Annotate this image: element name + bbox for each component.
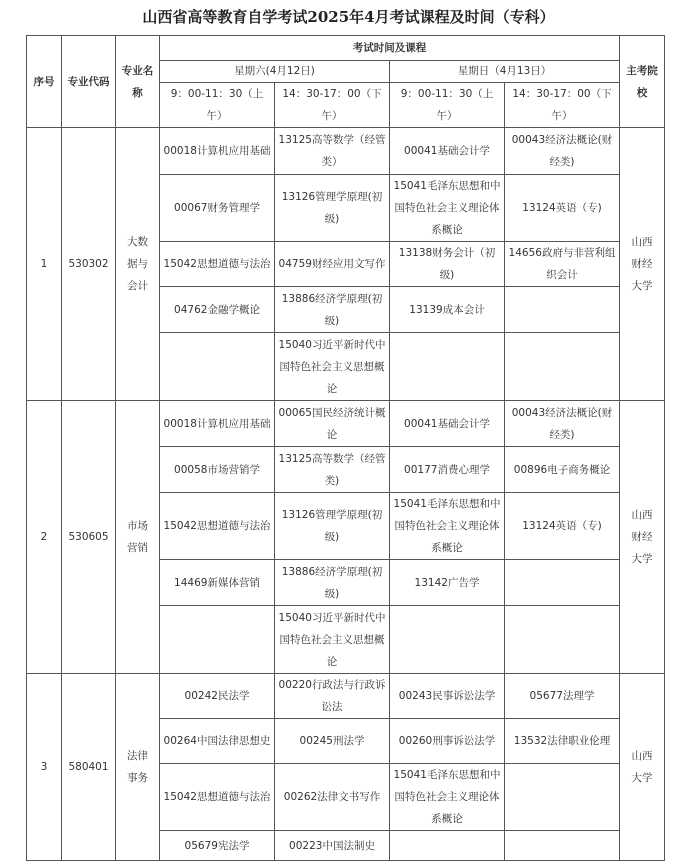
course-cell: 13532法律职业伦理 xyxy=(505,719,620,764)
course-cell: 15041毛泽东思想和中国特色社会主义理论体系概论 xyxy=(390,764,505,831)
table-row xyxy=(27,674,665,719)
course-cell: 14656政府与非营利组织会计 xyxy=(505,242,620,287)
course-cell: 14469新媒体营销 xyxy=(160,560,275,606)
major-name: 市场营销 xyxy=(116,401,160,674)
course-cell: 00223中国法制史 xyxy=(275,831,390,861)
course-cell xyxy=(505,606,620,674)
header-code: 专业代码 xyxy=(62,36,116,128)
course-cell: 13886经济学原理(初级) xyxy=(275,287,390,333)
course-cell xyxy=(505,287,620,333)
course-cell: 00262法律文书写作 xyxy=(275,764,390,831)
course-cell: 00243民事诉讼法学 xyxy=(390,674,505,719)
course-cell: 00264中国法律思想史 xyxy=(160,719,275,764)
course-cell: 15042思想道德与法治 xyxy=(160,764,275,831)
major-school: 山西财经大学 xyxy=(620,401,665,674)
major-school: 山西财经大学 xyxy=(620,128,665,401)
course-cell: 13126管理学原理(初级) xyxy=(275,175,390,242)
header-name: 专业名称 xyxy=(116,36,160,128)
schedule-body xyxy=(27,128,665,861)
header-school: 主考院校 xyxy=(620,36,665,128)
course-cell: 00041基础会计学 xyxy=(390,401,505,447)
course-cell: 15041毛泽东思想和中国特色社会主义理论体系概论 xyxy=(390,175,505,242)
major-seq: 3 xyxy=(27,674,62,861)
course-cell: 15040习近平新时代中国特色社会主义思想概论 xyxy=(275,606,390,674)
course-cell: 13139成本会计 xyxy=(390,287,505,333)
course-cell: 00177消费心理学 xyxy=(390,447,505,493)
header-sat-pm: 14：30-17：00（下午） xyxy=(275,83,390,128)
course-cell xyxy=(390,831,505,861)
major-name: 大数据与会计 xyxy=(116,128,160,401)
header-sun-pm: 14：30-17：00（下午） xyxy=(505,83,620,128)
course-cell xyxy=(160,606,275,674)
course-cell: 00245刑法学 xyxy=(275,719,390,764)
course-cell: 13124英语（专) xyxy=(505,493,620,560)
course-cell: 04759财经应用文写作 xyxy=(275,242,390,287)
course-cell: 00043经济法概论(财经类) xyxy=(505,401,620,447)
course-cell xyxy=(160,333,275,401)
course-cell xyxy=(505,333,620,401)
course-cell xyxy=(505,764,620,831)
course-cell: 15042思想道德与法治 xyxy=(160,242,275,287)
header-exam-time: 考试时间及课程 xyxy=(160,36,620,61)
course-cell xyxy=(505,560,620,606)
course-cell: 15042思想道德与法治 xyxy=(160,493,275,560)
header-sunday: 星期日（4月13日） xyxy=(390,61,620,83)
header-saturday: 星期六(4月12日) xyxy=(160,61,390,83)
course-cell: 13125高等数学（经管类) xyxy=(275,447,390,493)
course-cell xyxy=(390,333,505,401)
course-cell: 13126管理学原理(初级) xyxy=(275,493,390,560)
course-cell: 04762金融学概论 xyxy=(160,287,275,333)
major-code: 530302 xyxy=(62,128,116,401)
major-code: 580401 xyxy=(62,674,116,861)
course-cell: 13886经济学原理(初级) xyxy=(275,560,390,606)
course-cell: 00260刑事诉讼法学 xyxy=(390,719,505,764)
course-cell: 00018计算机应用基础 xyxy=(160,401,275,447)
header-sun-am: 9：00-11：30（上午） xyxy=(390,83,505,128)
course-cell: 15041毛泽东思想和中国特色社会主义理论体系概论 xyxy=(390,493,505,560)
course-cell xyxy=(505,831,620,861)
course-cell: 15040习近平新时代中国特色社会主义思想概论 xyxy=(275,333,390,401)
header-seq: 序号 xyxy=(27,36,62,128)
course-cell: 13125高等数学（经管类） xyxy=(275,128,390,175)
course-cell: 05677法理学 xyxy=(505,674,620,719)
page-title: 山西省高等教育自学考试2025年4月考试课程及时间（专科） xyxy=(142,8,555,26)
header-sat-am: 9：00-11：30（上午） xyxy=(160,83,275,128)
course-cell: 05679宪法学 xyxy=(160,831,275,861)
course-cell: 00220行政法与行政诉讼法 xyxy=(275,674,390,719)
table-row xyxy=(27,401,665,447)
course-cell: 13142广告学 xyxy=(390,560,505,606)
course-cell: 00067财务管理学 xyxy=(160,175,275,242)
table-row xyxy=(27,128,665,175)
course-cell: 00242民法学 xyxy=(160,674,275,719)
major-name: 法律事务 xyxy=(116,674,160,861)
course-cell: 00041基础会计学 xyxy=(390,128,505,175)
major-code: 530605 xyxy=(62,401,116,674)
course-cell: 13138财务会计（初级) xyxy=(390,242,505,287)
major-school: 山西大学 xyxy=(620,674,665,861)
exam-schedule-table xyxy=(26,35,665,861)
course-cell xyxy=(390,606,505,674)
major-seq: 2 xyxy=(27,401,62,674)
course-cell: 00065国民经济统计概论 xyxy=(275,401,390,447)
major-seq: 1 xyxy=(27,128,62,401)
course-cell: 00043经济法概论(财经类) xyxy=(505,128,620,175)
course-cell: 00018计算机应用基础 xyxy=(160,128,275,175)
course-cell: 00058市场营销学 xyxy=(160,447,275,493)
course-cell: 13124英语（专) xyxy=(505,175,620,242)
course-cell: 00896电子商务概论 xyxy=(505,447,620,493)
